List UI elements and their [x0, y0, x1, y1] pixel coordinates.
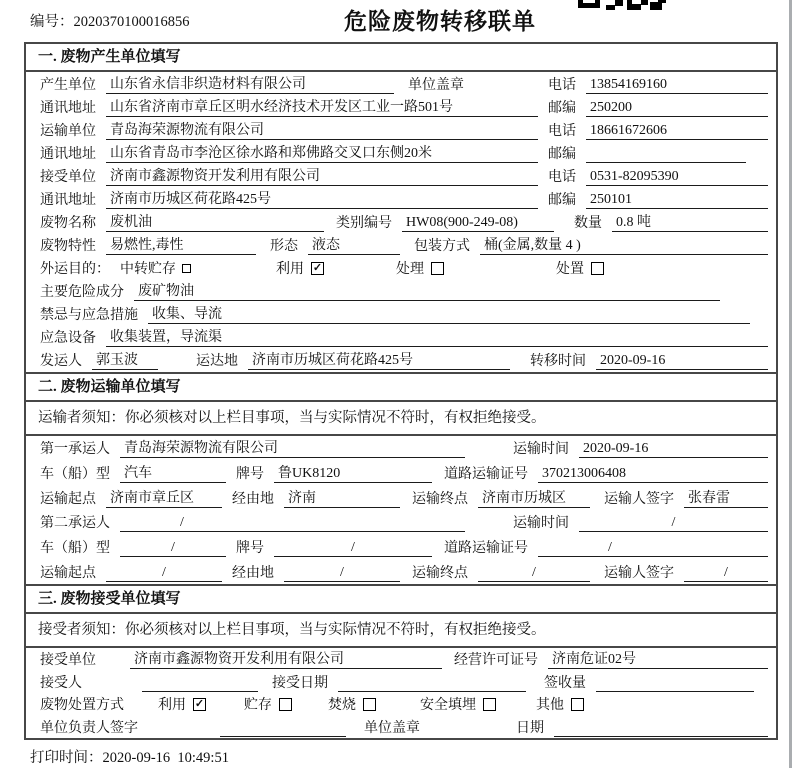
code-label: 类别编号: [336, 216, 392, 231]
permit-label: 经营许可证号: [454, 653, 538, 669]
origin-value: 济南市章丘区: [106, 488, 222, 508]
row-accept-unit: [26, 648, 776, 671]
disposal-option-use: [158, 694, 206, 714]
carrier-label: 第一承运人: [40, 442, 110, 458]
qr-code-icon: [578, 0, 666, 10]
row-dispatch: [26, 349, 776, 372]
disposal-option-landfill: [420, 694, 496, 714]
license-value: 370213006408: [538, 463, 768, 483]
carrier-value: 青岛海荣源物流有限公司: [120, 438, 465, 458]
end-value: 济南市历城区: [478, 488, 590, 508]
end-label: 运输终点: [412, 491, 468, 507]
plate-label: 牌号: [236, 541, 264, 557]
plate-value: /: [274, 537, 432, 557]
row-vehicle1: [26, 461, 776, 486]
row-disposal: [26, 693, 776, 716]
page-edge-divider: [789, 0, 792, 768]
sign-value: /: [684, 562, 768, 582]
row-waste-name: [26, 210, 776, 233]
option-label: 其他: [536, 698, 564, 714]
zip-label: 邮编: [548, 146, 576, 162]
vehicle-value: /: [120, 537, 226, 557]
phone-value: 0531-82095390: [586, 166, 768, 186]
checked-checkbox-icon: ✓: [312, 261, 323, 274]
section-3-notice: 接受者须知：你必须核对以上栏目事项，当与实际情况不符时，有权拒绝接受。: [26, 614, 776, 648]
row-route1: [26, 485, 776, 510]
option-label: 处理: [396, 262, 424, 278]
receiver-label: 接受单位: [40, 653, 96, 669]
pack-label: 包装方式: [414, 239, 470, 255]
row-transporter: [26, 118, 776, 141]
row-route2: [26, 559, 776, 584]
form-label: 形态: [270, 239, 298, 255]
row-carrier2: [26, 510, 776, 535]
equipment-label: 应急设备: [40, 331, 96, 347]
option-label: 贮存: [244, 698, 272, 714]
option-label: 处置: [556, 262, 584, 278]
license-label: 道路运输证号: [444, 467, 528, 482]
row-transporter-address: [26, 141, 776, 164]
disposal-option-other: [536, 694, 584, 714]
phone-value: 13854169160: [586, 74, 768, 94]
page-title: 危险废物转移联单: [344, 9, 536, 34]
props-value: 易燃性,毒性: [106, 235, 256, 255]
address-label: 通讯地址: [40, 100, 96, 116]
accept-date-label: 接受日期: [272, 675, 328, 691]
seal-label: 单位盖章: [408, 77, 464, 93]
sign-qty-label: 签收量: [544, 675, 586, 691]
end-label: 运输终点: [412, 565, 468, 581]
form-table: [24, 42, 778, 740]
row-producer-address: [26, 95, 776, 118]
phone-label: 电话: [548, 169, 576, 185]
row-receiver-address: [26, 187, 776, 210]
option-label: 焚烧: [328, 698, 356, 714]
receiver-value: 济南市鑫源物资开发利用有限公司: [106, 166, 538, 186]
transfer-time-value: 2020-09-16: [596, 350, 768, 370]
permit-value: 济南危证02号: [548, 649, 768, 669]
transporter-label: 运输单位: [40, 123, 96, 139]
phone-label: 电话: [548, 77, 576, 93]
phone-value: 18661672606: [586, 120, 768, 140]
option-label: 安全填埋: [420, 698, 476, 714]
checkbox-icon: [279, 698, 292, 711]
sign-label: 运输人签字: [604, 565, 674, 581]
qty-value: 0.8 吨: [612, 212, 768, 232]
origin-value: /: [106, 562, 222, 582]
date-value: [554, 717, 768, 737]
checkbox-icon: [431, 262, 444, 275]
via-value: 济南: [284, 488, 400, 508]
serial-value: 2020370100016856: [73, 14, 190, 30]
transporter-value: 青岛海荣源物流有限公司: [106, 120, 538, 140]
address-value: 济南市历城区荷花路425号: [106, 189, 538, 209]
transfer-time-label: 转移时间: [530, 354, 586, 370]
accept-date-value: [338, 672, 526, 692]
serial-label: 编号：: [30, 14, 74, 30]
checked-checkbox-icon: ✓: [194, 697, 205, 710]
waste-name-label: 废物名称: [40, 216, 96, 231]
print-time-label: 打印时间：: [30, 750, 103, 766]
option-label: 利用: [276, 262, 304, 278]
receiver-value: 济南市鑫源物资开发利用有限公司: [130, 649, 442, 669]
checkbox-icon: [182, 264, 191, 273]
equipment-value: 收集装置，导流渠: [106, 327, 768, 347]
checkbox-icon: [483, 698, 496, 711]
unit-sign-value: [220, 717, 346, 737]
dispatcher-label: 发运人: [40, 354, 82, 370]
row-producer: [26, 72, 776, 95]
code-value: HW08(900-249-08): [402, 212, 554, 232]
origin-label: 运输起点: [40, 565, 96, 581]
address-label: 通讯地址: [40, 146, 96, 162]
vehicle-label: 车（船）型: [40, 541, 110, 557]
sign-qty-value: [596, 672, 754, 692]
print-time-value: 2020-09-16 10:49:51: [102, 750, 229, 766]
zip-label: 邮编: [548, 192, 576, 208]
acceptor-value: [142, 672, 258, 692]
row-acceptor: [26, 671, 776, 694]
via-value: /: [284, 562, 400, 582]
row-taboo: [26, 303, 776, 326]
section-3-header: 三. 废物接受单位填写: [26, 584, 776, 614]
row-unit-sign: [26, 716, 776, 739]
carrier-label: 第二承运人: [40, 516, 110, 532]
producer-label: 产生单位: [40, 77, 96, 93]
section-2-header: 二. 废物运输单位填写: [26, 372, 776, 402]
plate-value: 鲁UK8120: [274, 463, 432, 483]
via-label: 经由地: [232, 565, 274, 581]
taboo-value: 收集、导流: [148, 304, 750, 324]
address-value: 山东省济南市章丘区明水经济技术开发区工业一路501号: [106, 97, 538, 117]
end-value: /: [478, 562, 590, 582]
props-label: 废物特性: [40, 239, 96, 255]
row-carrier1: [26, 436, 776, 461]
address-value: 山东省青岛市李沧区徐水路和郑佛路交叉口东侧20米: [106, 143, 538, 163]
dest-value: 济南市历城区荷花路425号: [248, 350, 510, 370]
option-label: 利用: [158, 698, 186, 714]
license-value: /: [538, 537, 768, 557]
section-1-header: 一. 废物产生单位填写: [26, 44, 776, 72]
sign-value: 张春雷: [684, 488, 768, 508]
unit-seal-label: 单位盖章: [364, 720, 420, 736]
zip-value: 250101: [586, 189, 768, 209]
print-time: [30, 746, 229, 767]
section-1-rows: [26, 72, 776, 372]
zip-label: 邮编: [548, 100, 576, 116]
disposal-option-store: [244, 694, 292, 714]
option-label: 中转贮存: [120, 262, 176, 278]
hazard-value: 废矿物油: [134, 281, 720, 301]
pack-value: 桶(金属,数量 4 ): [480, 235, 768, 255]
dispatcher-value: 郭玉波: [92, 350, 158, 370]
time-value: /: [579, 512, 768, 532]
time-label: 运输时间: [513, 442, 569, 458]
purpose-label: 外运目的：: [40, 262, 110, 278]
row-vehicle2: [26, 535, 776, 560]
hazard-label: 主要危险成分: [40, 285, 124, 301]
section-2-rows: [26, 436, 776, 584]
origin-label: 运输起点: [40, 491, 96, 507]
via-label: 经由地: [232, 491, 274, 507]
carrier-value: /: [120, 512, 465, 532]
checkbox-icon: [591, 262, 604, 275]
license-label: 道路运输证号: [444, 541, 528, 557]
unit-sign-label: 单位负责人签字: [40, 720, 138, 736]
row-receiver: [26, 164, 776, 187]
plate-label: 牌号: [236, 467, 264, 482]
time-label: 运输时间: [513, 516, 569, 532]
purpose-option-dispose: [556, 258, 604, 278]
waste-name-value: 废机油: [106, 212, 324, 232]
section-3-rows: [26, 648, 776, 738]
row-waste-props: [26, 234, 776, 257]
sign-label: 运输人签字: [604, 491, 674, 507]
row-purpose: [26, 257, 776, 280]
qty-label: 数量: [574, 216, 602, 231]
purpose-option-use: [276, 258, 324, 278]
vehicle-value: 汽车: [120, 463, 226, 483]
dest-label: 运达地: [196, 354, 238, 370]
purpose-option-transfer: [120, 258, 191, 278]
disposal-option-burn: [328, 694, 376, 714]
address-label: 通讯地址: [40, 192, 96, 208]
form-value: 液态: [308, 235, 400, 255]
receiver-label: 接受单位: [40, 169, 96, 185]
row-equipment: [26, 326, 776, 349]
date-label: 日期: [516, 720, 544, 736]
disposal-label: 废物处置方式: [40, 698, 124, 714]
phone-label: 电话: [548, 123, 576, 139]
checkbox-icon: [571, 698, 584, 711]
vehicle-label: 车（船）型: [40, 467, 110, 482]
producer-value: 山东省永信非织造材料有限公司: [106, 74, 394, 94]
checkbox-icon: [363, 698, 376, 711]
row-hazard: [26, 280, 776, 303]
zip-value: [586, 143, 746, 163]
acceptor-label: 接受人: [40, 675, 82, 691]
purpose-option-treat: [396, 258, 444, 278]
section-2-notice: 运输者须知：你必须核对以上栏目事项，当与实际情况不符时，有权拒绝接受。: [26, 402, 776, 436]
time-value: 2020-09-16: [579, 438, 768, 458]
taboo-label: 禁忌与应急措施: [40, 308, 138, 324]
zip-value: 250200: [586, 97, 768, 117]
